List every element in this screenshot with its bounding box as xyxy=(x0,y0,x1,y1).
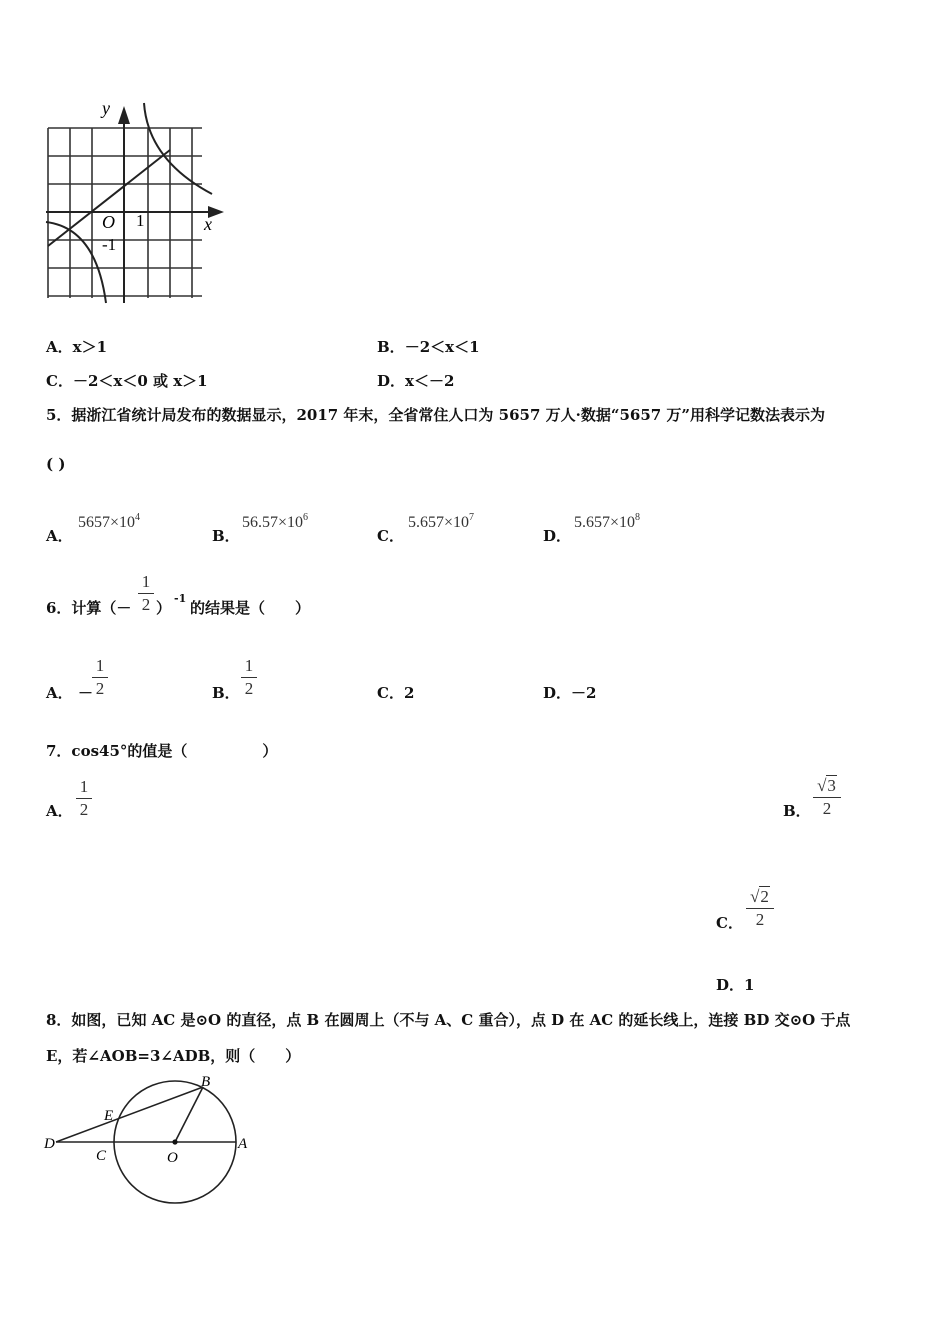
q5-stem: 5．据浙江省统计局发布的数据显示，2017 年末，全省常住人口为 5657 万人·数据“5657 万”用科学记数法表示为 xyxy=(46,406,826,424)
q5-paren: ( ) xyxy=(46,455,66,473)
q6-stem-exponent: -1 xyxy=(174,592,187,605)
q6-option-b-fraction: 1 2 xyxy=(241,656,257,699)
hyperbola-branch-2 xyxy=(46,222,106,303)
q6-stem-suffix: 的结果是（ ） xyxy=(190,599,311,617)
point-a-label: A xyxy=(238,1136,248,1152)
q5-option-a-label[interactable]: A． xyxy=(46,527,73,545)
y-label: y xyxy=(102,98,110,118)
point-e-label: E xyxy=(104,1108,114,1124)
one-label: 1 xyxy=(136,211,145,230)
q4-option-b[interactable]: B．－2＜x＜1 xyxy=(377,338,480,356)
point-b-label: B xyxy=(201,1074,211,1090)
q8-stem-line2: E，若∠AOB=3∠ADB，则（ ） xyxy=(46,1047,301,1065)
sqrt-sign: √2 xyxy=(750,887,769,906)
q6-stem-fraction: 1 2 xyxy=(138,572,154,615)
point-c-label: C xyxy=(96,1148,107,1164)
origin-label: O xyxy=(102,212,115,232)
q5-option-a-value: $5657\times 10^4$ xyxy=(78,512,141,531)
q5-option-d-value: $5.657\times 10^8$ xyxy=(574,512,641,531)
sqrt-sign: √3 xyxy=(817,776,836,795)
q5-option-c-value: $5.657\times 10^7$ xyxy=(408,512,475,531)
q8-stem-line1: 8．如图，已知 AC 是⊙O 的直径，点 B 在圆周上（不与 A、C 重合），点 D 在 AC 的延长线上，连接 BD 交⊙O 于点 xyxy=(46,1011,851,1029)
point-o-label: O xyxy=(167,1150,178,1166)
q7-option-a-label[interactable]: A． xyxy=(46,802,73,820)
line-db xyxy=(56,1087,203,1142)
function-graph xyxy=(44,98,229,308)
q7-option-b-fraction: √3 2 xyxy=(813,776,841,819)
y-axis-arrow xyxy=(118,106,130,124)
q6-option-a-sign: － xyxy=(78,684,94,702)
q6-option-a-label[interactable]: A． xyxy=(46,684,73,702)
q7-option-b-label[interactable]: B． xyxy=(783,802,811,820)
q6-stem-prefix: 6．计算（－ xyxy=(46,599,132,617)
q6-option-a-fraction: 1 2 xyxy=(92,656,108,699)
circle-figure xyxy=(42,1072,254,1208)
q6-option-c[interactable]: C．2 xyxy=(377,684,415,702)
q5-option-b-label[interactable]: B． xyxy=(212,527,240,545)
q5-option-c-label[interactable]: C． xyxy=(377,527,404,545)
q7-stem: 7．cos45°的值是（ ） xyxy=(46,742,278,760)
q7-option-d[interactable]: D．1 xyxy=(716,976,755,994)
q5-option-d-label[interactable]: D． xyxy=(543,527,572,545)
q4-option-c[interactable]: C．－2＜x＜0 或 x＞1 xyxy=(46,372,208,390)
q7-option-c-label[interactable]: C． xyxy=(716,914,743,932)
hyperbola-branch-1 xyxy=(144,103,212,194)
point-d-label: D xyxy=(44,1136,55,1152)
q4-option-a[interactable]: A．x＞1 xyxy=(46,338,108,356)
q6-option-d[interactable]: D．－2 xyxy=(543,684,597,702)
x-label: x xyxy=(204,214,212,234)
center-point xyxy=(172,1139,177,1144)
neg-one-label: -1 xyxy=(102,235,117,254)
q5-option-b-value: $56.57\times 10^6$ xyxy=(242,512,309,531)
q6-stem-close: ） xyxy=(156,599,172,617)
q4-option-d[interactable]: D．x＜－2 xyxy=(377,372,455,390)
q7-option-c-fraction: √2 2 xyxy=(746,887,774,930)
q7-option-a-fraction: 1 2 xyxy=(76,777,92,820)
q6-option-b-label[interactable]: B． xyxy=(212,684,240,702)
